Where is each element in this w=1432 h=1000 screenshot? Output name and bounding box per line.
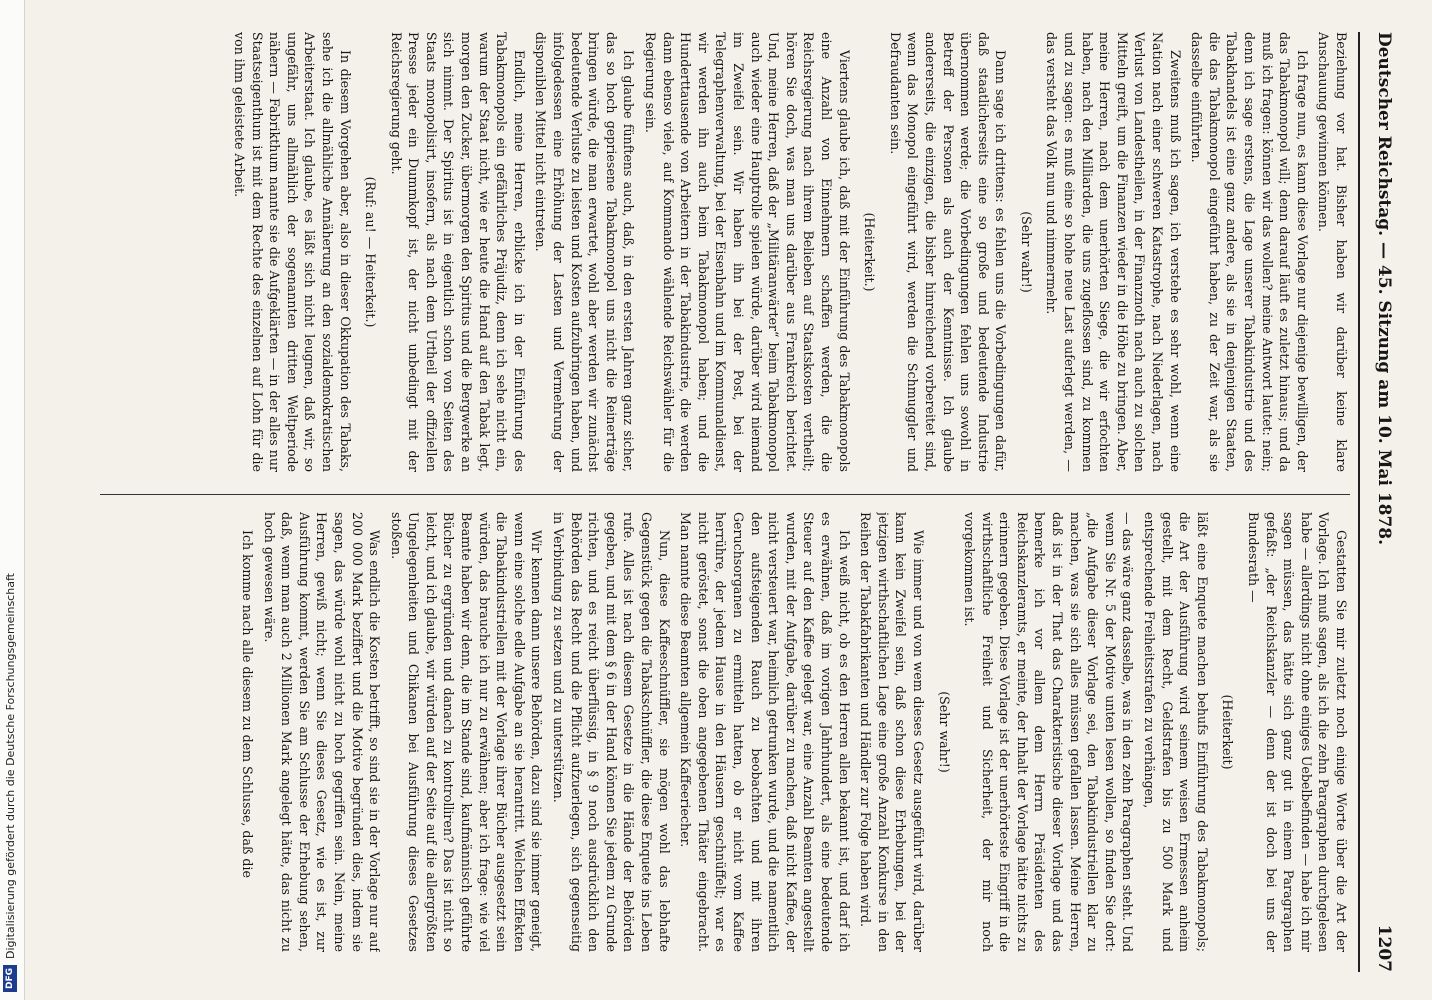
paragraph: Dann sage ich drittens: es fehlen uns die Vorbedingungen dafür, daß staatlicherseits eine so große und bedeutende Industrie übernommen werde; die Vorbedingungen fehlen uns sowohl in Betreff der Personen als auch der Kenntnisse. Ich glaube andererseits, die einzigen, die bisher hinreichend vorbereitet sind, wenn das Monopol eingeführt wird, werden die Schmuggler und Defraudanten sein. [887, 32, 1009, 472]
paragraph: Ich frage nun, es kann diese Vorlage nur diejenige bewilligen, der das Tabakmonopol will; denn darauf läuft es zuletzt hinaus; und da muß ich fragen: können wir das wollen? meine Antwort lautet: nein; denn ich sage erstens, die Lage unserer Tabakindustrie und des Tabakhandels ist eine ganz andere, als sie in denjenigen Staaten, die das Tabakmonopol eingeführt haben, zu der Zeit war, als sie dasselbe einführten. [1189, 32, 1310, 472]
footer-credit-text: Digitalisierung gefördert durch die Deutsche Forschungsgemeinschaft [3, 573, 17, 959]
page-number: 1207 [1374, 924, 1394, 972]
footer-strip [0, 0, 25, 1000]
paragraph: Gestatten Sie mir zuletzt noch einige Worte über die Art der Vorlage. Ich muß sagen, als ich die zehn Paragraphen durchgelesen habe — allerdings nicht ohne einiges Uebelbefinden — habe ich mir sagen müssen, das hätte sich ganz gut in einem Paragraphen gefaßt: „der Reichskanzler — denn der ist doch bei uns der Bundesrath — [1246, 512, 1349, 952]
paragraph: Beziehung vor hat. Bisher haben wir darüber keine klare Anschauung gewinnen können. [1316, 32, 1349, 472]
paragraph: Wie immer und von wem dieses Gesetz ausgeführt wird, darüber kann kein Zweifel sein, daß schon diese Erhebungen, bei der jetzigen wirthschaftlichen Lage eine große Anzahl Konkurse in den Reihen der Tabakfabrikanten und Händler zur Folge haben wird. [858, 512, 926, 952]
scanned-page [84, 32, 1404, 972]
page-header [1364, 32, 1404, 972]
paragraph: Endlich, meine Herren, erblicke ich in der Einführung des Tabakmonopols ein gefährliches Präjudiz, denn ich sehe nicht ein, warum der Staat nicht, wie er heute die Hand auf den Tabak legt, morgen den Zucker, übermorgen den Spiritus und die Bergwerke an sich nimmt. Der Spiritus ist in eigentlich schon von Seiten des Staats monopolisirt, insofern, als nach dem Urtheil der offiziellen Presse jeder ein Dummkopf ist, der nicht unbedingt mit der Reichsregierung geht. [388, 32, 527, 472]
paragraph: In diesem Vorgehen aber, also in dieser Okkupation des Tabaks, sehe ich die allmähliche Annäherung an den sozialdemokratischen Arbeiterstaat. Ich glaube, es läßt sich nicht leugnen, daß wir, so ungefähr, uns allmählich der sogenannten dritten Weltperiode nähern — Fabrikthum nannte sie die Aufgeklärten — in der alles nur Staatseigenthum ist mit dem Rechte des einzelnen auf Lohn für die von ihm geleistete Arbeit. [231, 32, 353, 472]
left-column [100, 32, 1350, 472]
paragraph: Ich glaube fünftens auch, daß, in den ersten Jahren ganz sicher, das so hoch gepriesene Tabakmonopol uns nicht die Reinerträge bringen würde, die man erwartet, wohl aber werden wir zunächst bedeutende Verluste zu leisten und Kosten aufzubringen haben, und infolgedessen eine Erhöhung der Lasten und Vermehrung der disponiblen Mittel nicht eintreten. [533, 32, 637, 472]
paragraph: Was endlich die Kosten betrifft, so sind sie in der Vorlage nur auf 200 000 Mark beziffert und die Motive begründen dies, indem sie sagen, das würde wohl nicht zu hoch gegriffen sein. Nein, meine Herren, gewiß nicht; wenn Sie dieses Gesetz, wie es ist, zur Ausführung kommt, werden Sie am Schlusse der Erhebung sehen, daß, wenn man auch 2 Millionen Mark angelegt hätte, das nicht zu hoch gewesen wäre. [261, 512, 383, 952]
interjection: (Sehr wahr!) [1018, 211, 1034, 293]
rotated-page-content [84, 32, 1404, 972]
footer-credit [3, 12, 17, 992]
paragraph: Ich komme nach alle diesem zu dem Schlusse, daß die [239, 530, 255, 878]
page-title: Deutscher Reichstag. — 45. Sitzung am 10. Mai 1878. [1374, 32, 1394, 546]
paragraph: Wir kennen dann unsere Behörden, dazu sind sie immer geneigt, wenn eine solche edle Aufgabe an sie herantritt. Welchen Effekten die Tabakindustriellen mit der Vorlage ihrer Bücher ausgesetzt sein würden, das brauche ich nur zu erwähnen; aber ich frage: wie viel Beamte haben wir denn, die im Stande sind, kaufmännisch geführte Bücher zu ergründen und danach zu kontrolliren? Das ist nicht so leicht, und ich glaube, wir würden auf der Seite auf die allergrößten Ungelegenheiten und Chikanen bei Ausführung dieses Gesetzes stoßen. [388, 512, 545, 952]
interjection: (Heiterkeit) [1220, 694, 1236, 770]
paragraph: — das wäre ganz dasselbe, was in den zehn Paragraphen steht. Und wenn Sie Nr. 5 der Motive unten lesen wollen, so finden Sie dort: „die Aufgabe dieser Vorlage sei, den Tabakindustriellen klar zu machen, was sie sich alles müssen gefallen lassen. Meine Herren, daß ist in der That das Charakteristische dieser Vorlage und das bemerke ich vor allem dem Herrn Präsidenten des Reichskanzleramts, er meinte, der Inhalt der Vorlage hätte nichts zu erinnern gegeben. Diese Vorlage ist der unerhörteste Eingriff in die wirthschaftliche Freiheit und Sicherheit, der mir noch vorgekommen ist. [962, 512, 1136, 952]
interjection: (Sehr wahr!) [936, 691, 952, 773]
column-rule [100, 494, 1350, 495]
interjection: (Heiterkeit.) [862, 212, 878, 292]
interjection: (Ruf: au! — Heiterkeit.) [363, 176, 379, 328]
paragraph: Viertens glaube ich, daß mit der Einführung des Tabakmonopols eine Anzahl von Einnehmern schaffen werden, die die Reichsregierung nach ihrem Belieben auf Staatskosten vertheilt; hören Sie doch, was man uns darüber aus Frankreich berichtet. Und, meine Herren, daß der „Militäranwärter“ beim Tabakmonopol auch wieder eine Hauptrolle spielen würde, darüber wird niemand im Zweifel sein. Wir haben ihn bei der Post, bei der Telegraphenverwaltung, bei der Eisenbahn und im Kommunaldienst, wir werden ihn auch beim Tabakmonopol haben; und die Hunderttausende von Arbeitern in der Tabakindustrie, die werden dann ebenso viele, auf Kommando wählende Reichswähler für die Regierung sein. [643, 32, 852, 472]
paragraph: Zweitens muß ich sagen, ich verstehe es sehr wohl, wenn eine Nation nach einer schweren Katastrophe, nach Niederlagen, nach Verlust von Landestheilen, in der Finanznoth nach auch zu solchen Mitteln greift, um die Finanzen wieder in die Höhe zu bringen. Aber, meine Herren, nach dem unerhörten Siege, die wir erfochten haben, nach den Milliarden, die uns zugeflossen sind, zu kommen und zu sagen: es muß eine so hohe neue Last auferlegt werden, — das versteht das Volk nun und nimmermehr. [1044, 32, 1183, 472]
right-column [100, 512, 1350, 952]
header-rule [1358, 32, 1360, 972]
paragraph: Ich weiß nicht, ob es den Herren allen bekannt ist, und darf ich es erwähnen, daß im vorigen Jahrhundert, als eine bedeutende Steuer auf den Kaffee gelegt war, eine Anzahl Beamten angestellt wurden, mit der Aufgabe, darüber zu machen, daß nicht Kaffee, der nicht versteuert war, heimlich getrunken wurde, und die namentlich den aufsteigenden Rauch zu beobachten und mit ihren Geruchsorganen zu ermitteln hatten, ob er nicht vom Kaffee herrühre, der jedem Hause in den Häusern geschnüffelt; war es nicht geröstet, sonst die oben angegebenen Thäter eingebracht. Man nannte diese Beamten allgemein Kaffeeriecher. [678, 512, 852, 952]
paragraph: läßt eine Enquete machen behufs Einführung des Tabakmonopols; die Art der Ausführung wird seinem weisen Ermessen anheim gestellt, mit dem Recht, Geldstrafen bis zu 500 Mark und entsprechende Freiheitsstrafen zu verhängen, [1142, 512, 1210, 952]
dfg-logo: DFG [3, 965, 17, 992]
paragraph: Nun, diese Kaffeeschnüffler, sie mögen wohl das lebhafte Gegenstück gegen die Tabakschnüffler, die diese Enquete ins Leben rufe. Alles ist nach diesem Gesetze in die Hände der Behörden gegeben, und mit dem § 6 in der Hand können Sie jedem zu Grunde richten, und es reicht überflüssig, in § 9 noch ausdrücklich den Behörden das Recht und die Pflicht aufzuerlegen, sich gegenseitig in Verbindung zu setzen und zu unterstützen. [551, 512, 672, 952]
